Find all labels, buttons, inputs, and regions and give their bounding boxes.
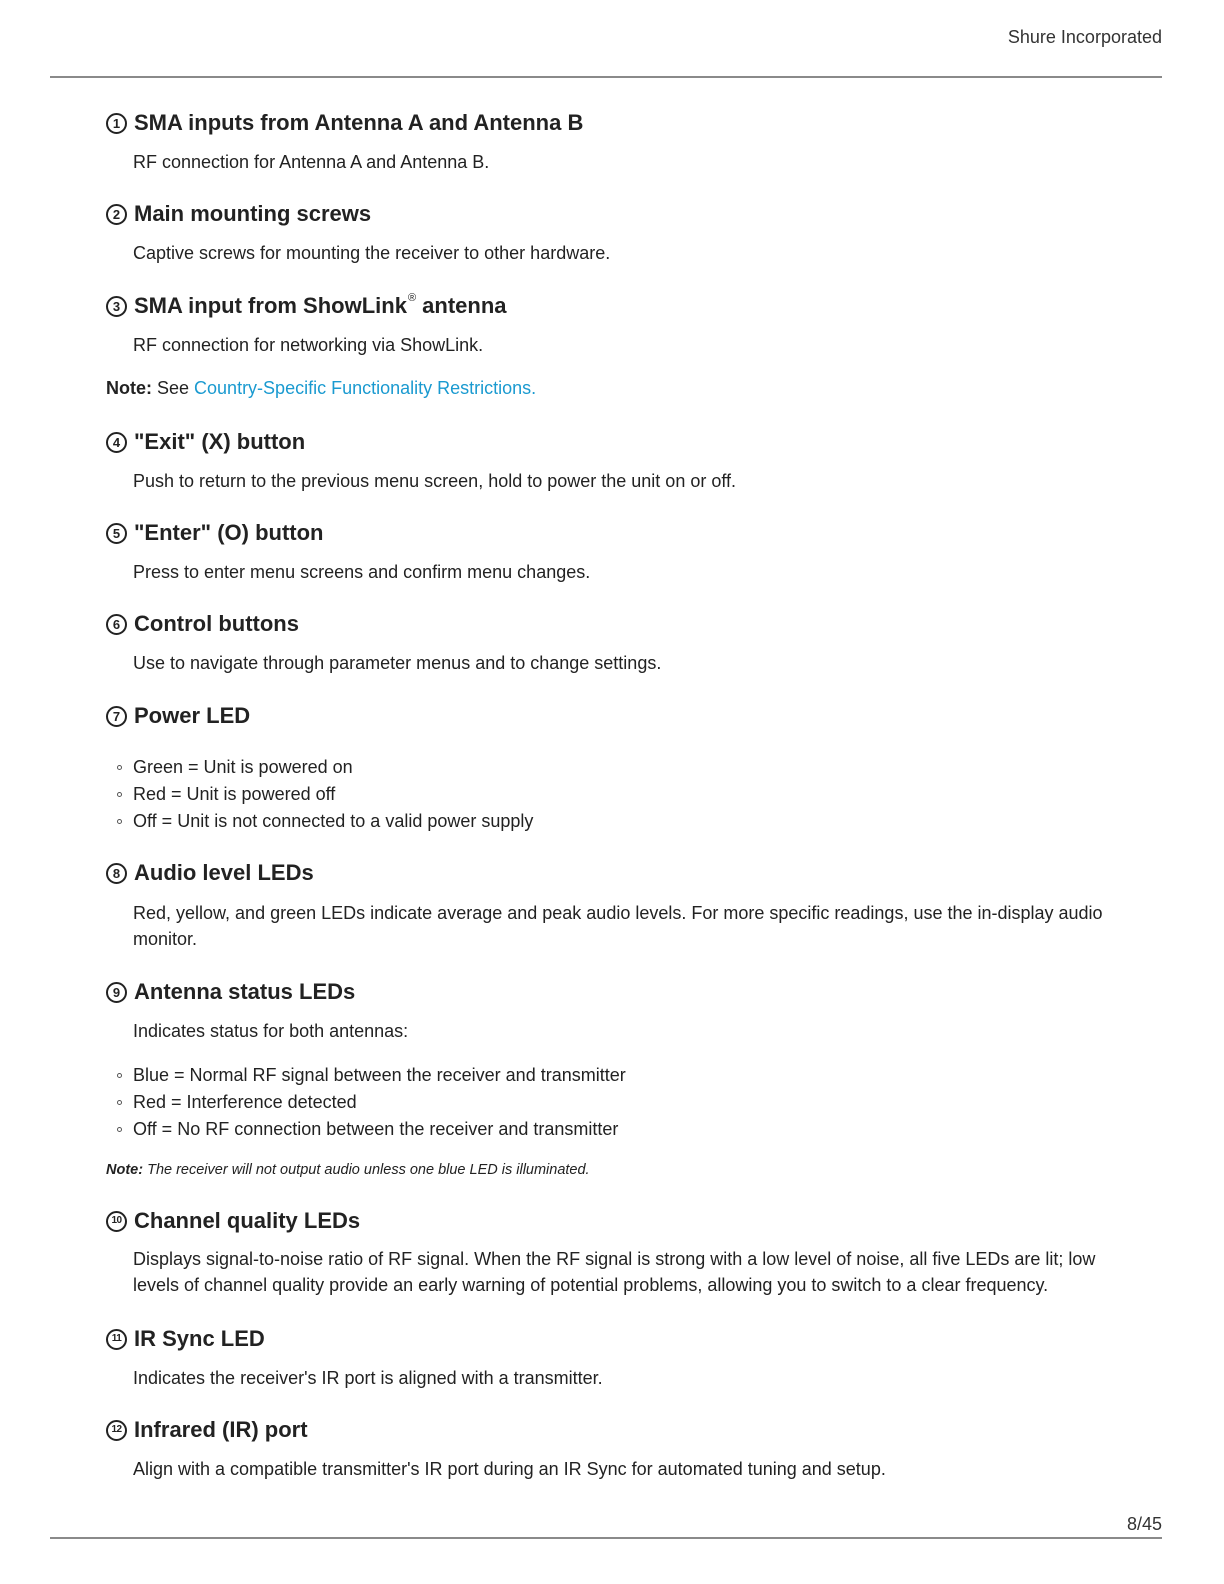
description-line: Displays signal-to-noise ratio of RF signal. When the RF signal is strong with a low level of noise, all five LEDs are lit; low (133, 1249, 1096, 1269)
list-item-text: Red = Interference detected (133, 1092, 357, 1112)
section-title: Control buttons (134, 611, 299, 636)
section-title: Power LED (134, 703, 251, 728)
section-heading (106, 609, 299, 639)
number-7-icon: 7 (106, 706, 127, 727)
description-line: levels of channel quality provide an early warning of potential problems, allowing you to switch to a clear frequency. (133, 1275, 1049, 1295)
registered-mark: ® (407, 292, 417, 304)
antenna-status-list (117, 1062, 626, 1143)
note-showlink (106, 378, 536, 399)
section-infrared-port (106, 1415, 308, 1445)
note-label: Note: (106, 378, 152, 398)
list-item (117, 781, 533, 808)
number-1-icon: 1 (106, 113, 127, 134)
footer-divider (50, 1537, 1162, 1539)
section-title: "Enter" (O) button (134, 520, 324, 545)
section-antenna-status-leds (106, 977, 355, 1007)
bullet-icon (117, 1100, 122, 1105)
bullet-icon (117, 765, 122, 770)
section-title: Channel quality LEDs (134, 1208, 361, 1233)
bullet-icon (117, 792, 122, 797)
number-2-icon: 2 (106, 204, 127, 225)
power-led-list (117, 754, 533, 835)
bullet-icon (117, 1127, 122, 1132)
section-title: "Exit" (X) button (134, 429, 306, 454)
number-12-icon: 12 (106, 1420, 127, 1441)
section-ir-sync-led (106, 1324, 265, 1354)
section-title (134, 293, 507, 319)
section-description: Align with a compatible transmitter's IR port during an IR Sync for automated tuning and setup. (133, 1459, 886, 1479)
bullet-icon (117, 1073, 122, 1078)
note-label: Note: (106, 1162, 144, 1178)
note-text: The receiver will not output audio unless one blue LED is illuminated. (143, 1162, 590, 1178)
section-channel-quality-leds (106, 1206, 360, 1236)
note-blue-led (106, 1162, 590, 1178)
section-title: IR Sync LED (134, 1326, 265, 1351)
number-10-icon: 10 (106, 1211, 127, 1232)
section-enter-button (106, 518, 324, 548)
section-power-led (106, 701, 250, 731)
section-description: Push to return to the previous menu screen, hold to power the unit on or off. (133, 471, 737, 491)
section-description: Use to navigate through parameter menus and to change settings. (133, 653, 662, 673)
section-heading (106, 858, 314, 888)
section-showlink-input (106, 291, 507, 321)
section-title: Main mounting screws (134, 201, 372, 226)
description-line: monitor. (133, 929, 198, 949)
section-heading (106, 1206, 360, 1236)
section-title: Audio level LEDs (134, 860, 314, 885)
section-title-suffix: antenna (416, 293, 507, 318)
section-description (133, 1246, 1095, 1298)
section-heading (106, 108, 583, 138)
list-item-text: Green = Unit is powered on (133, 757, 353, 777)
section-heading (106, 1415, 308, 1445)
list-item-text: Off = Unit is not connected to a valid power supply (133, 811, 534, 831)
number-8-icon: 8 (106, 863, 127, 884)
section-heading (106, 1324, 265, 1354)
section-title: Antenna status LEDs (134, 979, 356, 1004)
section-heading (106, 199, 371, 229)
page-number: 8/45 (1126, 1514, 1162, 1534)
section-heading (106, 427, 305, 457)
section-title: Infrared (IR) port (134, 1417, 308, 1442)
section-sma-inputs (106, 108, 583, 138)
section-description: Captive screws for mounting the receiver to other hardware. (133, 243, 611, 263)
list-item (117, 1116, 626, 1143)
section-heading (106, 701, 250, 731)
list-item-text: Red = Unit is powered off (133, 784, 336, 804)
list-item-text: Blue = Normal RF signal between the receiver and transmitter (133, 1065, 626, 1085)
list-item-text: Off = No RF connection between the receiver and transmitter (133, 1119, 619, 1139)
list-item (117, 754, 533, 781)
list-item (117, 808, 533, 835)
section-heading (106, 291, 507, 321)
section-heading (106, 977, 355, 1007)
section-description: Indicates the receiver's IR port is aligned with a transmitter. (133, 1368, 603, 1388)
number-3-icon: 3 (106, 296, 127, 317)
number-6-icon: 6 (106, 614, 127, 635)
section-mounting-screws (106, 199, 371, 229)
number-5-icon: 5 (106, 523, 127, 544)
country-restrictions-link[interactable]: Country-Specific Functionality Restrictions. (194, 378, 537, 398)
section-title-main: SMA input from ShowLink (134, 293, 407, 318)
section-control-buttons (106, 609, 299, 639)
number-4-icon: 4 (106, 432, 127, 453)
section-title: SMA inputs from Antenna A and Antenna B (134, 110, 584, 135)
section-audio-level-leds (106, 858, 314, 888)
number-9-icon: 9 (106, 982, 127, 1003)
description-line: Red, yellow, and green LEDs indicate average and peak audio levels. For more specific readings, use the in-display audio (133, 903, 1103, 923)
section-heading (106, 518, 324, 548)
section-description: Indicates status for both antennas: (133, 1021, 409, 1041)
number-11-icon: 11 (106, 1329, 127, 1350)
header-divider (50, 76, 1162, 78)
list-item (117, 1062, 626, 1089)
section-description: RF connection for Antenna A and Antenna B. (133, 152, 490, 172)
bullet-icon (117, 819, 122, 824)
section-description (133, 900, 1103, 952)
note-text: See (152, 378, 195, 398)
list-item (117, 1089, 626, 1116)
section-description: RF connection for networking via ShowLink. (133, 335, 484, 355)
section-description: Press to enter menu screens and confirm menu changes. (133, 562, 591, 582)
section-exit-button (106, 427, 305, 457)
header-company-name: Shure Incorporated (1007, 27, 1162, 47)
